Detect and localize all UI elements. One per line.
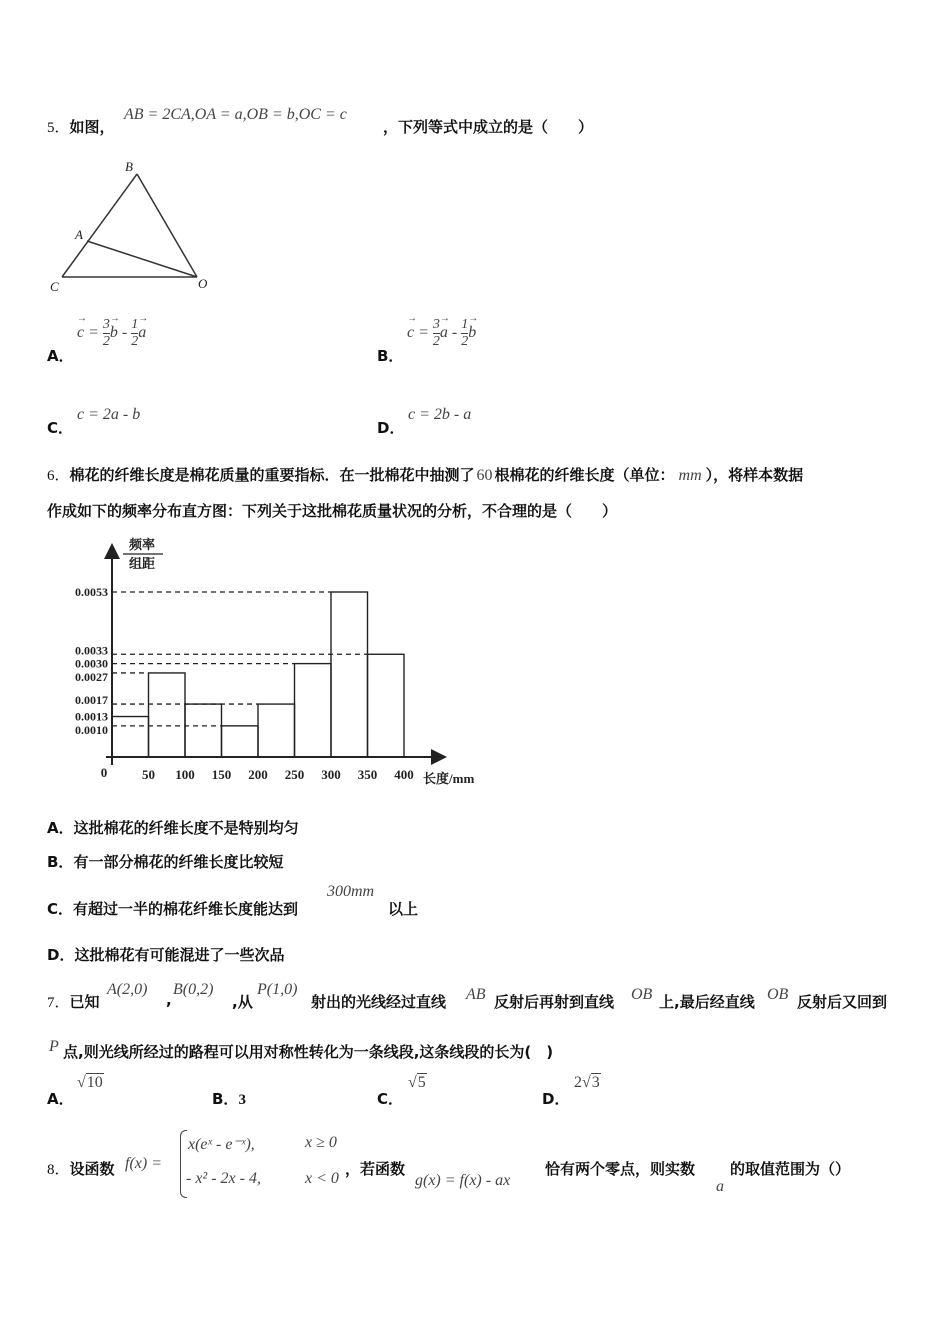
y-tick-label: 0.0033 xyxy=(75,643,108,658)
q5-tail: ，下列等式中成立的是（ ） xyxy=(383,118,594,136)
q6-sample-count: 60 xyxy=(476,467,493,484)
q8-fx: f(x) = xyxy=(125,1155,162,1172)
q5-stem xyxy=(47,116,115,137)
y-tick-label: 0.0027 xyxy=(75,669,108,684)
q7-sep: , xyxy=(166,991,172,1009)
q6-unit: mm xyxy=(678,467,702,484)
q8-cond1: x ≥ 0 xyxy=(305,1134,337,1151)
y-axis-title-bottom: 组距 xyxy=(128,556,156,571)
fraction: $\frac{1}{2}$ xyxy=(461,317,469,349)
q6-option-d[interactable] xyxy=(47,944,284,965)
line-ao xyxy=(87,241,197,277)
q7-option-a-label[interactable]: A． xyxy=(47,1090,74,1108)
x-tick-label: 300 xyxy=(321,767,341,782)
q7-number: 7． xyxy=(47,995,70,1011)
q6-option-c-text: 有超过一半的棉花纤维长度能达到 xyxy=(73,900,299,918)
q7-line-ob: OB xyxy=(631,986,653,1003)
q7-option-d-label[interactable]: D． xyxy=(542,1090,570,1108)
q8-case2: - x² - 2x - 4, xyxy=(186,1170,261,1187)
q7-point-p2: P xyxy=(49,1038,59,1055)
x-tick-label: 350 xyxy=(357,767,378,782)
q5-option-b-label[interactable]: B． xyxy=(377,347,404,365)
q6-option-b-text: 有一部分棉花的纤维长度比较短 xyxy=(73,853,284,871)
eq-sign: = xyxy=(418,324,429,342)
q5-option-a-expr[interactable] xyxy=(77,318,146,349)
q5-formula: AB = 2CA,OA = a,OB = b,OC = c xyxy=(124,106,347,123)
coef: 2 xyxy=(574,1074,582,1091)
y-tick-label: 0.0030 xyxy=(75,656,108,671)
q8-param-a: a xyxy=(716,1178,724,1195)
q8-text: 恰有两个零点，则实数 xyxy=(545,1160,696,1178)
x-tick-label: 400 xyxy=(394,767,414,782)
y-axis-title-top: 频率 xyxy=(128,537,156,552)
origin-label: 0 xyxy=(100,765,108,780)
q8-cond2: x < 0 xyxy=(305,1170,339,1187)
q6-stem-line2: 作成如下的频率分布直方图：下列关于这批棉花质量状况的分析，不合理的是（ ） xyxy=(47,502,618,520)
q7-stem-line2: 点,则光线所经过的路程可以用对称性转化为一条线段,这条线段的长为( ) xyxy=(63,1043,554,1061)
histogram-bar xyxy=(258,704,295,757)
q6-option-c-math: 300mm xyxy=(327,883,375,900)
x-tick-label: 150 xyxy=(211,767,232,782)
label-a: A xyxy=(75,227,83,242)
q6-option-d-text: 这批棉花有可能混进了一些次品 xyxy=(74,946,285,964)
q7-lead xyxy=(47,991,100,1012)
histogram-bar xyxy=(185,704,222,757)
q7-text: 已知 xyxy=(69,993,100,1011)
q7-line-ob: OB xyxy=(767,986,789,1003)
q7-option-b-value: 3 xyxy=(238,1092,246,1108)
q7-sep: ,从 xyxy=(232,993,253,1011)
histogram-bar xyxy=(222,726,259,757)
x-tick-label: 100 xyxy=(175,767,195,782)
y-tick-label: 0.0013 xyxy=(75,709,108,724)
q7-point-p: P(1,0) xyxy=(257,981,298,998)
q7-text: 反射后再射到直线 xyxy=(494,993,615,1011)
q6-option-a-label: A． xyxy=(47,819,74,837)
q5-lead: 如图， xyxy=(69,118,115,136)
q6-text: 根棉花的纤维长度（单位： xyxy=(494,466,675,484)
q5-option-b-expr[interactable] xyxy=(407,318,476,349)
q6-option-c-label: C． xyxy=(47,900,74,918)
line-bc xyxy=(62,174,137,277)
q8-text: 的取值范围为（） xyxy=(730,1160,851,1178)
q7-point-b: B(0,2) xyxy=(173,981,214,998)
y-tick-label: 0.0017 xyxy=(75,693,108,708)
vec-b: → b xyxy=(468,324,476,342)
q6-stem-line1 xyxy=(47,464,803,485)
q8-case1: x(eˣ - e⁻ˣ), xyxy=(188,1136,255,1153)
q5-number: 5． xyxy=(47,120,70,136)
y-tick-label: 0.0053 xyxy=(75,585,108,599)
q8-text: 设函数 xyxy=(69,1160,115,1178)
x-tick-label: 50 xyxy=(142,767,155,782)
q6-text: 棉花的纤维长度是棉花质量的重要指标．在一批棉花中抽测了 xyxy=(69,466,475,484)
histogram-bar xyxy=(149,673,186,757)
q7-option-b[interactable] xyxy=(212,1088,246,1109)
q6-text: ），将样本数据 xyxy=(705,466,804,484)
y-tick-label: 0.0010 xyxy=(75,722,108,737)
q8-text: ，若函数 xyxy=(345,1160,406,1178)
q6-option-b[interactable] xyxy=(47,851,283,872)
label-o: O xyxy=(198,276,208,291)
q7-text: 反射后又回到 xyxy=(797,993,888,1011)
q5-option-a-label[interactable]: A． xyxy=(47,347,74,365)
fraction: $\frac{1}{2}$ xyxy=(131,317,139,349)
x-tick-label: 200 xyxy=(248,767,268,782)
q7-text: 上,最后经直线 xyxy=(659,993,755,1011)
label-c: C xyxy=(50,279,59,294)
q7-option-b-label: B． xyxy=(212,1090,239,1108)
q6-option-a-text: 这批棉花的纤维长度不是特别均匀 xyxy=(73,819,299,837)
line-bo xyxy=(137,174,197,277)
q8-number: 8． xyxy=(47,1162,70,1178)
q5-triangle-figure xyxy=(40,155,230,300)
q6-option-b-label: B． xyxy=(47,853,74,871)
fraction: $\frac{3}{2}$ xyxy=(102,317,110,349)
histogram-bar xyxy=(295,664,332,757)
q6-option-c-tail: 以上 xyxy=(388,900,419,918)
vec-b: → b xyxy=(110,324,118,342)
histogram-bar xyxy=(112,717,149,757)
vec-a: → a xyxy=(138,324,146,342)
q8-lead xyxy=(47,1158,115,1179)
q5-option-d-expr[interactable]: c = 2b - a xyxy=(408,406,472,423)
radicand: 10 xyxy=(86,1074,103,1091)
x-axis-title: 长度/mm xyxy=(423,771,475,786)
q6-option-a[interactable] xyxy=(47,817,299,838)
radicand: 5 xyxy=(417,1074,426,1091)
q7-line-ab: AB xyxy=(466,986,486,1003)
label-b: B xyxy=(125,159,133,174)
histogram-bar xyxy=(331,592,368,757)
x-tick-label: 250 xyxy=(284,767,305,782)
histogram-bar xyxy=(368,654,405,757)
q7-text: 射出的光线经过直线 xyxy=(311,993,447,1011)
q7-option-a-value[interactable]: √10 xyxy=(77,1074,103,1091)
q7-option-c-label[interactable]: C． xyxy=(377,1090,404,1108)
eq-sign: = xyxy=(88,324,99,342)
vec-c: → c xyxy=(77,324,84,342)
radicand: 3 xyxy=(591,1074,600,1091)
q6-option-d-label: D． xyxy=(47,946,75,964)
q5-option-c-expr[interactable]: c = 2a - b xyxy=(77,406,141,423)
minus-sign: - xyxy=(121,324,128,342)
q6-histogram xyxy=(55,535,505,795)
vec-a: → a xyxy=(440,324,448,342)
q5-option-c-label[interactable]: C． xyxy=(47,419,74,437)
q6-number: 6． xyxy=(47,468,70,484)
fraction: $\frac{3}{2}$ xyxy=(432,317,440,349)
q7-option-d-value[interactable]: 2√3 xyxy=(574,1074,600,1091)
q6-option-c[interactable] xyxy=(47,898,298,919)
q7-option-c-value[interactable]: √5 xyxy=(408,1074,426,1091)
vec-c: → c xyxy=(407,324,414,342)
q7-point-a: A(2,0) xyxy=(107,981,148,998)
q5-option-d-label[interactable]: D． xyxy=(377,419,405,437)
minus-sign: - xyxy=(451,324,458,342)
q8-gx: g(x) = f(x) - ax xyxy=(415,1172,511,1189)
